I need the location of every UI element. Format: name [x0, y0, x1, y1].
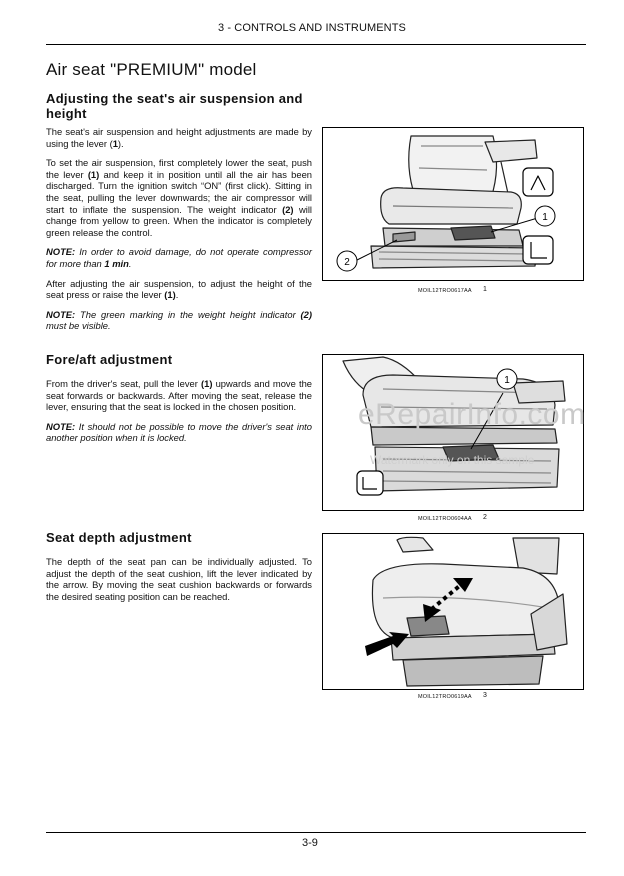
- text: and keep it in position until all the air has been discharged. Turn the ignition switch “ON” (first click). Sitting in the seat, pulling the lever downwards; the air compressor will start to inflate the suspension. The weight indicator: [46, 168, 313, 215]
- heading-air-suspension: Adjusting the seat's air suspension and height: [46, 91, 303, 121]
- figure-1-seat-suspension: [322, 127, 584, 281]
- seat-illustration: [323, 128, 583, 280]
- note-label: NOTE:: [46, 308, 76, 320]
- running-header: 3 - CONTROLS AND INSTRUMENTS: [218, 22, 406, 34]
- note-emphasis: 1 min: [104, 257, 129, 269]
- figure-2-fore-aft: [322, 354, 584, 511]
- watermark-main: eRepairInfo.com: [358, 398, 586, 431]
- text: From the driver's seat, pull the lever: [46, 378, 201, 389]
- ref-lever: (1): [200, 378, 213, 389]
- section-3-text: [46, 556, 312, 602]
- text: The green marking in the weight height indicator: [75, 308, 301, 320]
- note: [46, 246, 312, 269]
- callout-1: 1: [504, 375, 510, 386]
- note-label: NOTE:: [46, 246, 76, 258]
- figure-3-seat-depth: [322, 533, 584, 690]
- text: .: [128, 257, 132, 269]
- paragraph: [46, 157, 312, 238]
- heading-seat-depth: Seat depth adjustment: [46, 530, 192, 545]
- seat-illustration: [323, 534, 583, 689]
- seat-illustration: [323, 355, 583, 510]
- paragraph: The depth of the seat pan can be individually adjusted. To adjust the depth of the seat cushion, lift the lever indicated by the arrow. By moving the seat cushion backwards or forwards the desired seating position can be reached.: [46, 556, 312, 602]
- figure-1-caption: MOIL12TRO0617AA: [418, 288, 472, 294]
- figure-1-number: 1: [483, 286, 487, 293]
- page-number: 3-9: [302, 837, 318, 849]
- figure-2-caption: MOIL12TRO0604AA: [418, 516, 472, 522]
- ref-indicator: (2): [282, 203, 294, 215]
- note-label: NOTE:: [46, 420, 76, 432]
- text: It should not be possible to move the driver's seat into another position when it is locked.: [46, 420, 312, 444]
- text: .: [175, 289, 179, 301]
- section-1-text: [46, 126, 312, 332]
- text: will change from yellow to green. When the indicator is completely green release the control.: [46, 203, 312, 238]
- text: must be visible.: [46, 320, 111, 332]
- heading-fore-aft: Fore/aft adjustment: [46, 352, 173, 367]
- header-rule: [46, 44, 586, 45]
- paragraph: [46, 126, 312, 149]
- note-emphasis: (2): [300, 308, 312, 320]
- paragraph: [46, 278, 312, 301]
- section-2-text: [46, 378, 312, 444]
- paragraph: [46, 378, 312, 413]
- text: After adjusting the air suspension, to adjust the height of the seat press or raise the lever: [46, 277, 312, 301]
- footer-rule: [46, 832, 586, 833]
- text: In order to avoid damage, do not operate compressor for more than: [46, 246, 312, 269]
- note: [46, 309, 312, 332]
- text: upwards and move the seat forwards or backwards. After moving the seat, release the lever, ensuring that the seat is locked in the chosen position.: [46, 378, 312, 413]
- figure-3-caption: MOIL12TRO0619AA: [418, 694, 472, 700]
- callout-1: 1: [542, 212, 548, 223]
- text: The seat's air suspension and height adjustments are made by using the lever (: [46, 126, 312, 149]
- watermark-sub: Watermark only on this sample: [370, 453, 535, 467]
- callout-2: 2: [344, 257, 350, 268]
- section-title: Air seat "PREMIUM" model: [46, 60, 257, 79]
- note: [46, 421, 312, 444]
- figure-2-number: 2: [483, 514, 487, 521]
- text: ).: [117, 137, 124, 149]
- ref-lever: (1): [87, 168, 100, 180]
- figure-3-number: 3: [483, 692, 487, 699]
- text: To set the air suspension, first completely lower the seat, push the lever: [46, 157, 312, 180]
- ref-lever: 1: [112, 137, 118, 149]
- ref-lever: (1): [164, 289, 176, 301]
